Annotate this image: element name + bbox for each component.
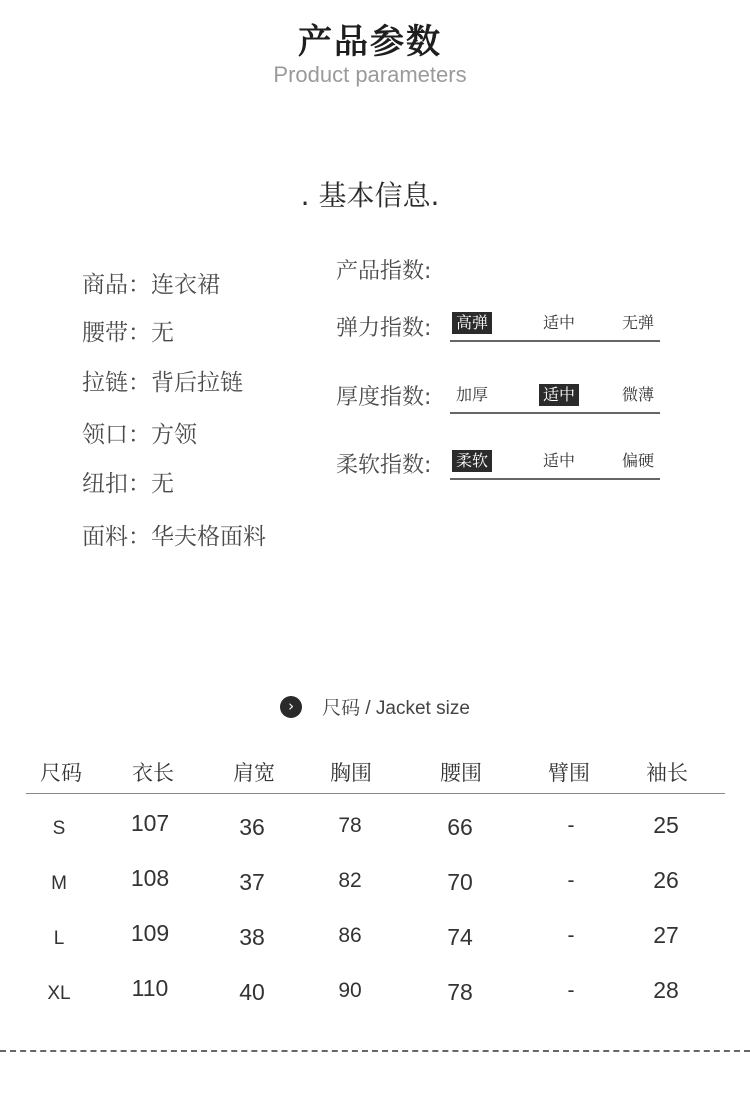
info-item-collar: 领口：方领 <box>82 422 197 448</box>
elasticity-option: 适中 <box>543 313 576 332</box>
table-cell: 26 <box>653 867 679 893</box>
table-cell: 40 <box>239 979 265 1005</box>
table-cell: 86 <box>338 924 362 947</box>
chevron-right-icon: › <box>280 696 302 718</box>
table-cell: - <box>567 869 575 892</box>
thickness-option: 适中 <box>539 384 579 406</box>
table-cell: M <box>51 873 67 894</box>
column-header: 腰围 <box>440 761 482 785</box>
basic-info-title: . 基本信息. <box>300 179 440 212</box>
table-cell: L <box>53 928 65 949</box>
info-item-product: 商品：连衣裙 <box>82 272 220 298</box>
table-cell: 25 <box>653 812 679 838</box>
table-cell: 66 <box>447 814 473 840</box>
bottom-divider <box>0 1050 750 1052</box>
table-cell: 28 <box>653 977 679 1003</box>
elasticity-scale <box>450 310 660 342</box>
column-header: 衣长 <box>132 761 174 785</box>
table-row <box>0 810 750 850</box>
column-header: 袖长 <box>646 761 688 785</box>
table-cell: 36 <box>239 814 265 840</box>
table-cell: 108 <box>130 865 170 891</box>
page-title: 产品参数 <box>298 22 442 62</box>
info-item-belt: 腰带：无 <box>82 320 174 346</box>
softness-option: 适中 <box>543 451 576 470</box>
softness-option: 偏硬 <box>622 451 655 470</box>
table-cell: 74 <box>447 924 473 950</box>
table-divider <box>26 793 725 794</box>
softness-label: 柔软指数: <box>336 453 432 478</box>
table-cell: 78 <box>447 979 473 1005</box>
column-header: 肩宽 <box>233 761 275 785</box>
table-cell: 38 <box>239 924 265 950</box>
softness-scale <box>450 448 660 480</box>
size-table-heading <box>0 693 750 720</box>
softness-option: 柔软 <box>452 450 492 472</box>
column-header: 胸围 <box>330 761 372 785</box>
table-cell: 70 <box>447 869 473 895</box>
table-cell: - <box>567 924 575 947</box>
table-cell: S <box>52 818 66 839</box>
thickness-label: 厚度指数: <box>336 385 432 410</box>
column-header: 尺码 <box>40 761 82 785</box>
table-cell: 37 <box>239 869 265 895</box>
table-cell: 27 <box>653 922 679 948</box>
table-cell: 109 <box>130 920 170 946</box>
table-cell: - <box>567 814 575 837</box>
info-item-fabric: 面料：华夫格面料 <box>82 524 266 550</box>
info-item-zipper: 拉链：背后拉链 <box>82 370 243 396</box>
table-cell: - <box>567 979 575 1002</box>
info-item-buttons: 纽扣：无 <box>82 471 174 497</box>
size-table-title: 尺码 / Jacket size <box>322 698 470 719</box>
table-cell: 78 <box>338 814 362 837</box>
table-cell: 90 <box>338 979 362 1002</box>
table-cell: 82 <box>338 869 362 892</box>
table-row <box>0 865 750 905</box>
index-title: 产品指数: <box>336 259 432 284</box>
table-cell: 107 <box>130 810 170 836</box>
elasticity-option: 高弹 <box>452 312 492 334</box>
table-row <box>0 975 750 1015</box>
table-cell: XL <box>47 983 71 1004</box>
table-cell: 110 <box>131 975 169 1001</box>
thickness-option: 加厚 <box>456 385 489 404</box>
elasticity-option: 无弹 <box>622 313 655 332</box>
table-row <box>0 920 750 960</box>
elasticity-label: 弹力指数: <box>336 316 432 341</box>
thickness-option: 微薄 <box>622 385 655 404</box>
page-subtitle: Product parameters <box>273 62 467 87</box>
thickness-scale <box>450 382 660 414</box>
column-header: 臂围 <box>548 761 590 785</box>
